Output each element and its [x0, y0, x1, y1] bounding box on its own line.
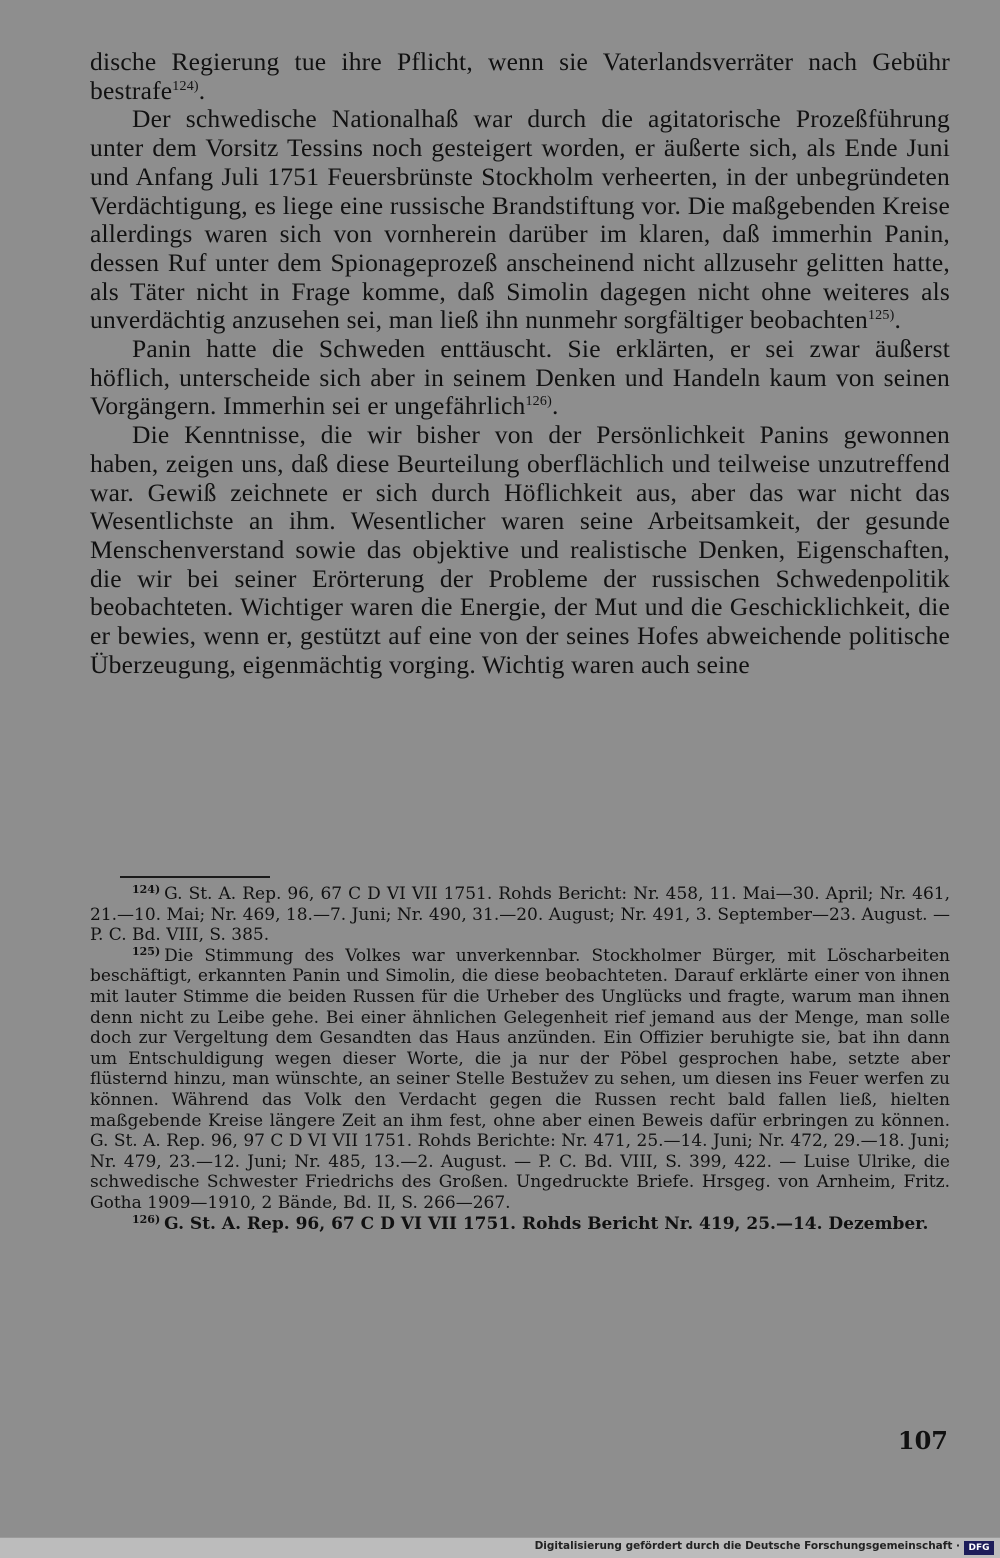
digitization-footer — [0, 1537, 1000, 1558]
footer-credit: Digitalisierung gefördert durch die Deutsche Forschungsgemeinschaft · — [534, 1540, 960, 1552]
paragraph-2: Der schwedische Nationalhaß war durch die agitatorische Prozeßführung unter dem Vorsitz Tessins noch gesteigert worden, er äußerte sich, als Ende Juni und Anfang Juli 1751 Feuersbrünste Stockholm verheerten, in der unbegründeten Verdächtigung, es liege eine russische Brandstiftung vor. Die maßgebenden Kreise allerdings waren sich von vornherein darüber im klaren, daß immerhin Panin, dessen Ruf unter dem Spionageprozeß anscheinend nicht allzusehr gelitten hatte, als Täter nicht in Frage komme, daß Simolin dagegen nicht ohne weiteres als unverdächtig anzusehen sei, man ließ ihn nunmehr sorgfältiger beobachten$^{125)}$. — [90, 104, 950, 335]
dfg-logo: DFG — [964, 1541, 994, 1555]
footnote-ref-125: 125) — [867, 308, 895, 324]
footnote-126: $^{126)}$ G. St. A. Rep. 96, 67 C D VI VII 1751. Rohds Bericht Nr. 419, 25.—14. Dezember. — [132, 1212, 929, 1234]
main-text — [90, 48, 950, 679]
footnote-125: $^{125)}$ Die Stimmung des Volkes war unverkennbar. Stockholmer Bürger, mit Löscharbeiten beschäftigt, erkannten Panin und Simolin, die diese beobachteten. Darauf erklärte einer von ihnen mit lauter Stimme die beiden Russen für die Urheber des Unglücks und fragte, warum man ihnen denn nicht zu Leibe gehe. Bei einer ähnlichen Gelegenheit rief jemand aus der Menge, man solle doch zur Vergeltung dem Gesandten das Haus anzünden. Ein Offizier beruhigte sie, bat ihn dann um Entschuldigung wegen dieser Worte, die ja nur der Pöbel gesprochen habe, setzte aber flüsternd hinzu, man wünschte, an seiner Stelle Bestužev zu sehen, um diesen ins Feuer werfen zu können. Während das Volk den Verdacht gegen die Russen recht bald fallen ließ, hielten maßgebende Kreise längere Zeit an ihm fest, ohne aber einen Beweis dafür erbringen zu können. G. St. A. Rep. 96, 97 C D VI VII 1751. Rohds Berichte: Nr. 471, 25.—14. Juni; Nr. 472, 29.—18. Juni; Nr. 479, 23.—12. Juni; Nr. 485, 13.—2. August. — P. C. Bd. VIII, S. 399, 422. — Luise Ulrike, die schwedische Schwester Friedrichs des Großen. Ungedruckte Briefe. Hrsgeg. von Arnheim, Fritz. Gotha 1909—1910, 2 Bände, Bd. II, S. 266—267. — [90, 944, 950, 1213]
paragraph-4: Die Kenntnisse, die wir bisher von der Persönlichkeit Panins gewonnen haben, zeigen uns, daß diese Beurteilung oberflächlich und teilweise unzutreffend war. Gewiß zeichnete er sich durch Höflichkeit aus, aber das war nicht das Wesentlichste an ihm. Wesentlicher waren seine Arbeitsamkeit, der gesunde Menschenverstand sowie das objektive und realistische Denken, Eigenschaften, die wir bei seiner Erörterung der Probleme der russischen Schwedenpolitik beobachteten. Wichtiger waren die Energie, der Mut und die Geschicklichkeit, die er bewies, wenn er, gestützt auf eine von der seines Hofes abweichende politische Überzeugung, eigenmächtig vorging. Wichtig waren auch seine — [90, 420, 950, 679]
footnote-ref-124: 124) — [172, 78, 199, 94]
footnotes — [90, 884, 950, 1234]
footnote-separator — [120, 876, 270, 878]
paragraph-3: Panin hatte die Schweden enttäuscht. Sie erklärten, er sei zwar äußerst höflich, unterscheide sich aber in seinem Denken und Handeln kaum von seinen Vorgängern. Immerhin sei er ungefährlich$^{126)}$. — [90, 334, 950, 421]
footnote-ref-126: 126) — [525, 394, 552, 410]
page-number: 107 — [897, 1426, 948, 1455]
footnote-124: $^{124)}$ G. St. A. Rep. 96, 67 C D VI VII 1751. Rohds Bericht: Nr. 458, 11. Mai—30. April; Nr. 461, 21.—10. Mai; Nr. 469, 18.—7. Juni; Nr. 490, 31.—20. August; Nr. 491, 3. September—23. August. — P. C. Bd. VIII, S. 385. — [90, 883, 950, 946]
paragraph-1: dische Regierung tue ihre Pflicht, wenn sie Vaterlandsverräter nach Gebühr bestrafe$^{124)}$. — [90, 47, 950, 105]
